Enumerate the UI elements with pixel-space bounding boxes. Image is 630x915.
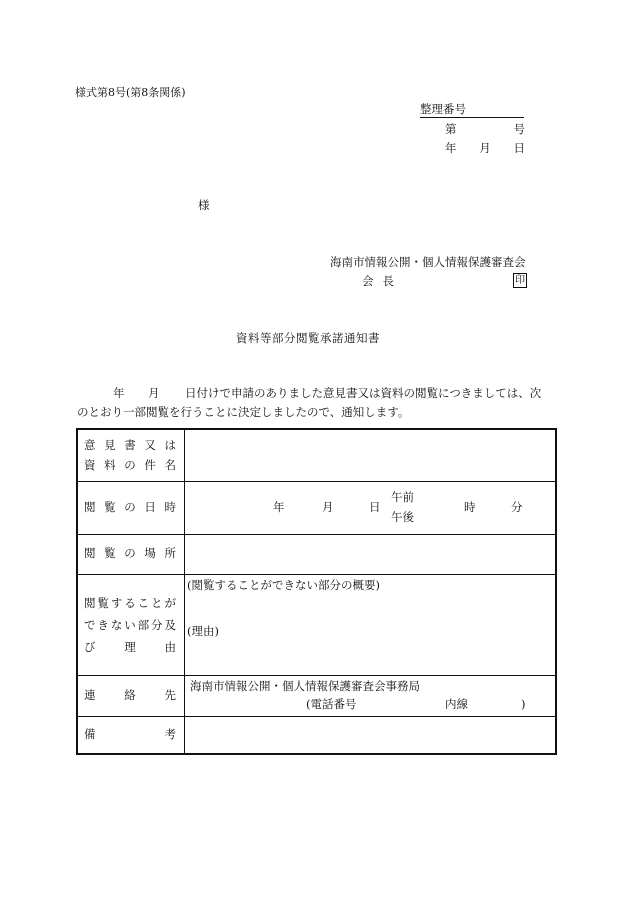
dt-hour: 時	[464, 500, 476, 514]
form-table	[76, 428, 557, 755]
document-number-line	[445, 124, 525, 136]
body-text: 日付けで申請のありました意見書又は資料の閲覧につきましては、次	[185, 386, 542, 400]
role-char: 会	[362, 274, 374, 288]
contact-phone-close: )	[521, 697, 526, 711]
row-label	[78, 574, 185, 675]
row-label	[78, 534, 185, 574]
body-line-2: のとおり一部閲覧を行うことに決定しましたので、通知します。	[77, 405, 410, 419]
dt-minute: 分	[511, 500, 523, 514]
contact-office: 海南市情報公開・個人情報保護審査会事務局	[190, 679, 420, 693]
summary-caption: (閲覧することができない部分の概要)	[187, 578, 380, 592]
remarks-value-cell[interactable]	[185, 716, 555, 753]
dt-day: 日	[369, 500, 381, 514]
subject-value-cell[interactable]	[185, 430, 555, 481]
row-label	[78, 481, 185, 534]
document-title: 資料等部分閲覧承諾通知書	[236, 331, 380, 345]
go-label: 号	[513, 122, 525, 136]
addressee-honorific: 様	[198, 198, 210, 212]
datetime-value-cell[interactable]	[185, 481, 555, 534]
restricted-value-cell[interactable]	[185, 574, 555, 675]
issue-date-line	[445, 143, 525, 155]
row-label	[78, 675, 185, 716]
body-year: 年	[113, 386, 125, 400]
label-line: 備 考	[84, 727, 176, 741]
contact-extension: 内線	[445, 697, 468, 711]
label-line: で き な い 部 分 及	[84, 618, 176, 632]
contact-phone-open: (電話番号	[306, 697, 357, 711]
form-number: 様式第8号(第8条関係)	[75, 86, 186, 99]
reference-number-label: 整理番号	[420, 104, 524, 118]
dt-am: 午前	[391, 490, 414, 504]
label-line: 意 見 書 又 は	[84, 438, 176, 452]
label-line: び 理 由	[84, 640, 176, 654]
table-row-restricted	[78, 574, 555, 676]
label-line: 資 料 の 件 名	[84, 458, 176, 472]
month-label: 月	[479, 141, 491, 155]
seal-mark: 印	[515, 275, 525, 286]
reason-caption: (理由)	[187, 624, 219, 638]
label-line: 閲 覧 の 場 所	[84, 546, 176, 560]
issuer-role	[362, 276, 394, 288]
dt-year: 年	[273, 500, 285, 514]
role-char: 長	[382, 274, 394, 288]
table-row-remarks	[78, 716, 555, 753]
table-row-contact	[78, 675, 555, 717]
issuer-organization: 海南市情報公開・個人情報保護審査会	[330, 255, 526, 269]
table-row-datetime	[78, 481, 555, 535]
label-line: 閲 覧 す る こ と が	[84, 596, 176, 610]
year-label: 年	[445, 141, 457, 155]
row-label	[78, 716, 185, 753]
dt-pm: 午後	[391, 510, 414, 524]
dt-month: 月	[322, 500, 334, 514]
label-line: 閲 覧 の 日 時	[84, 500, 176, 514]
body-month: 月	[148, 386, 160, 400]
table-row-subject	[78, 430, 555, 482]
day-label: 日	[513, 141, 525, 155]
contact-value-cell	[185, 675, 555, 716]
row-label	[78, 430, 185, 481]
dai-label: 第	[445, 122, 457, 136]
table-row-place	[78, 534, 555, 575]
label-line: 連 絡 先	[84, 688, 176, 702]
place-value-cell[interactable]	[185, 534, 555, 574]
